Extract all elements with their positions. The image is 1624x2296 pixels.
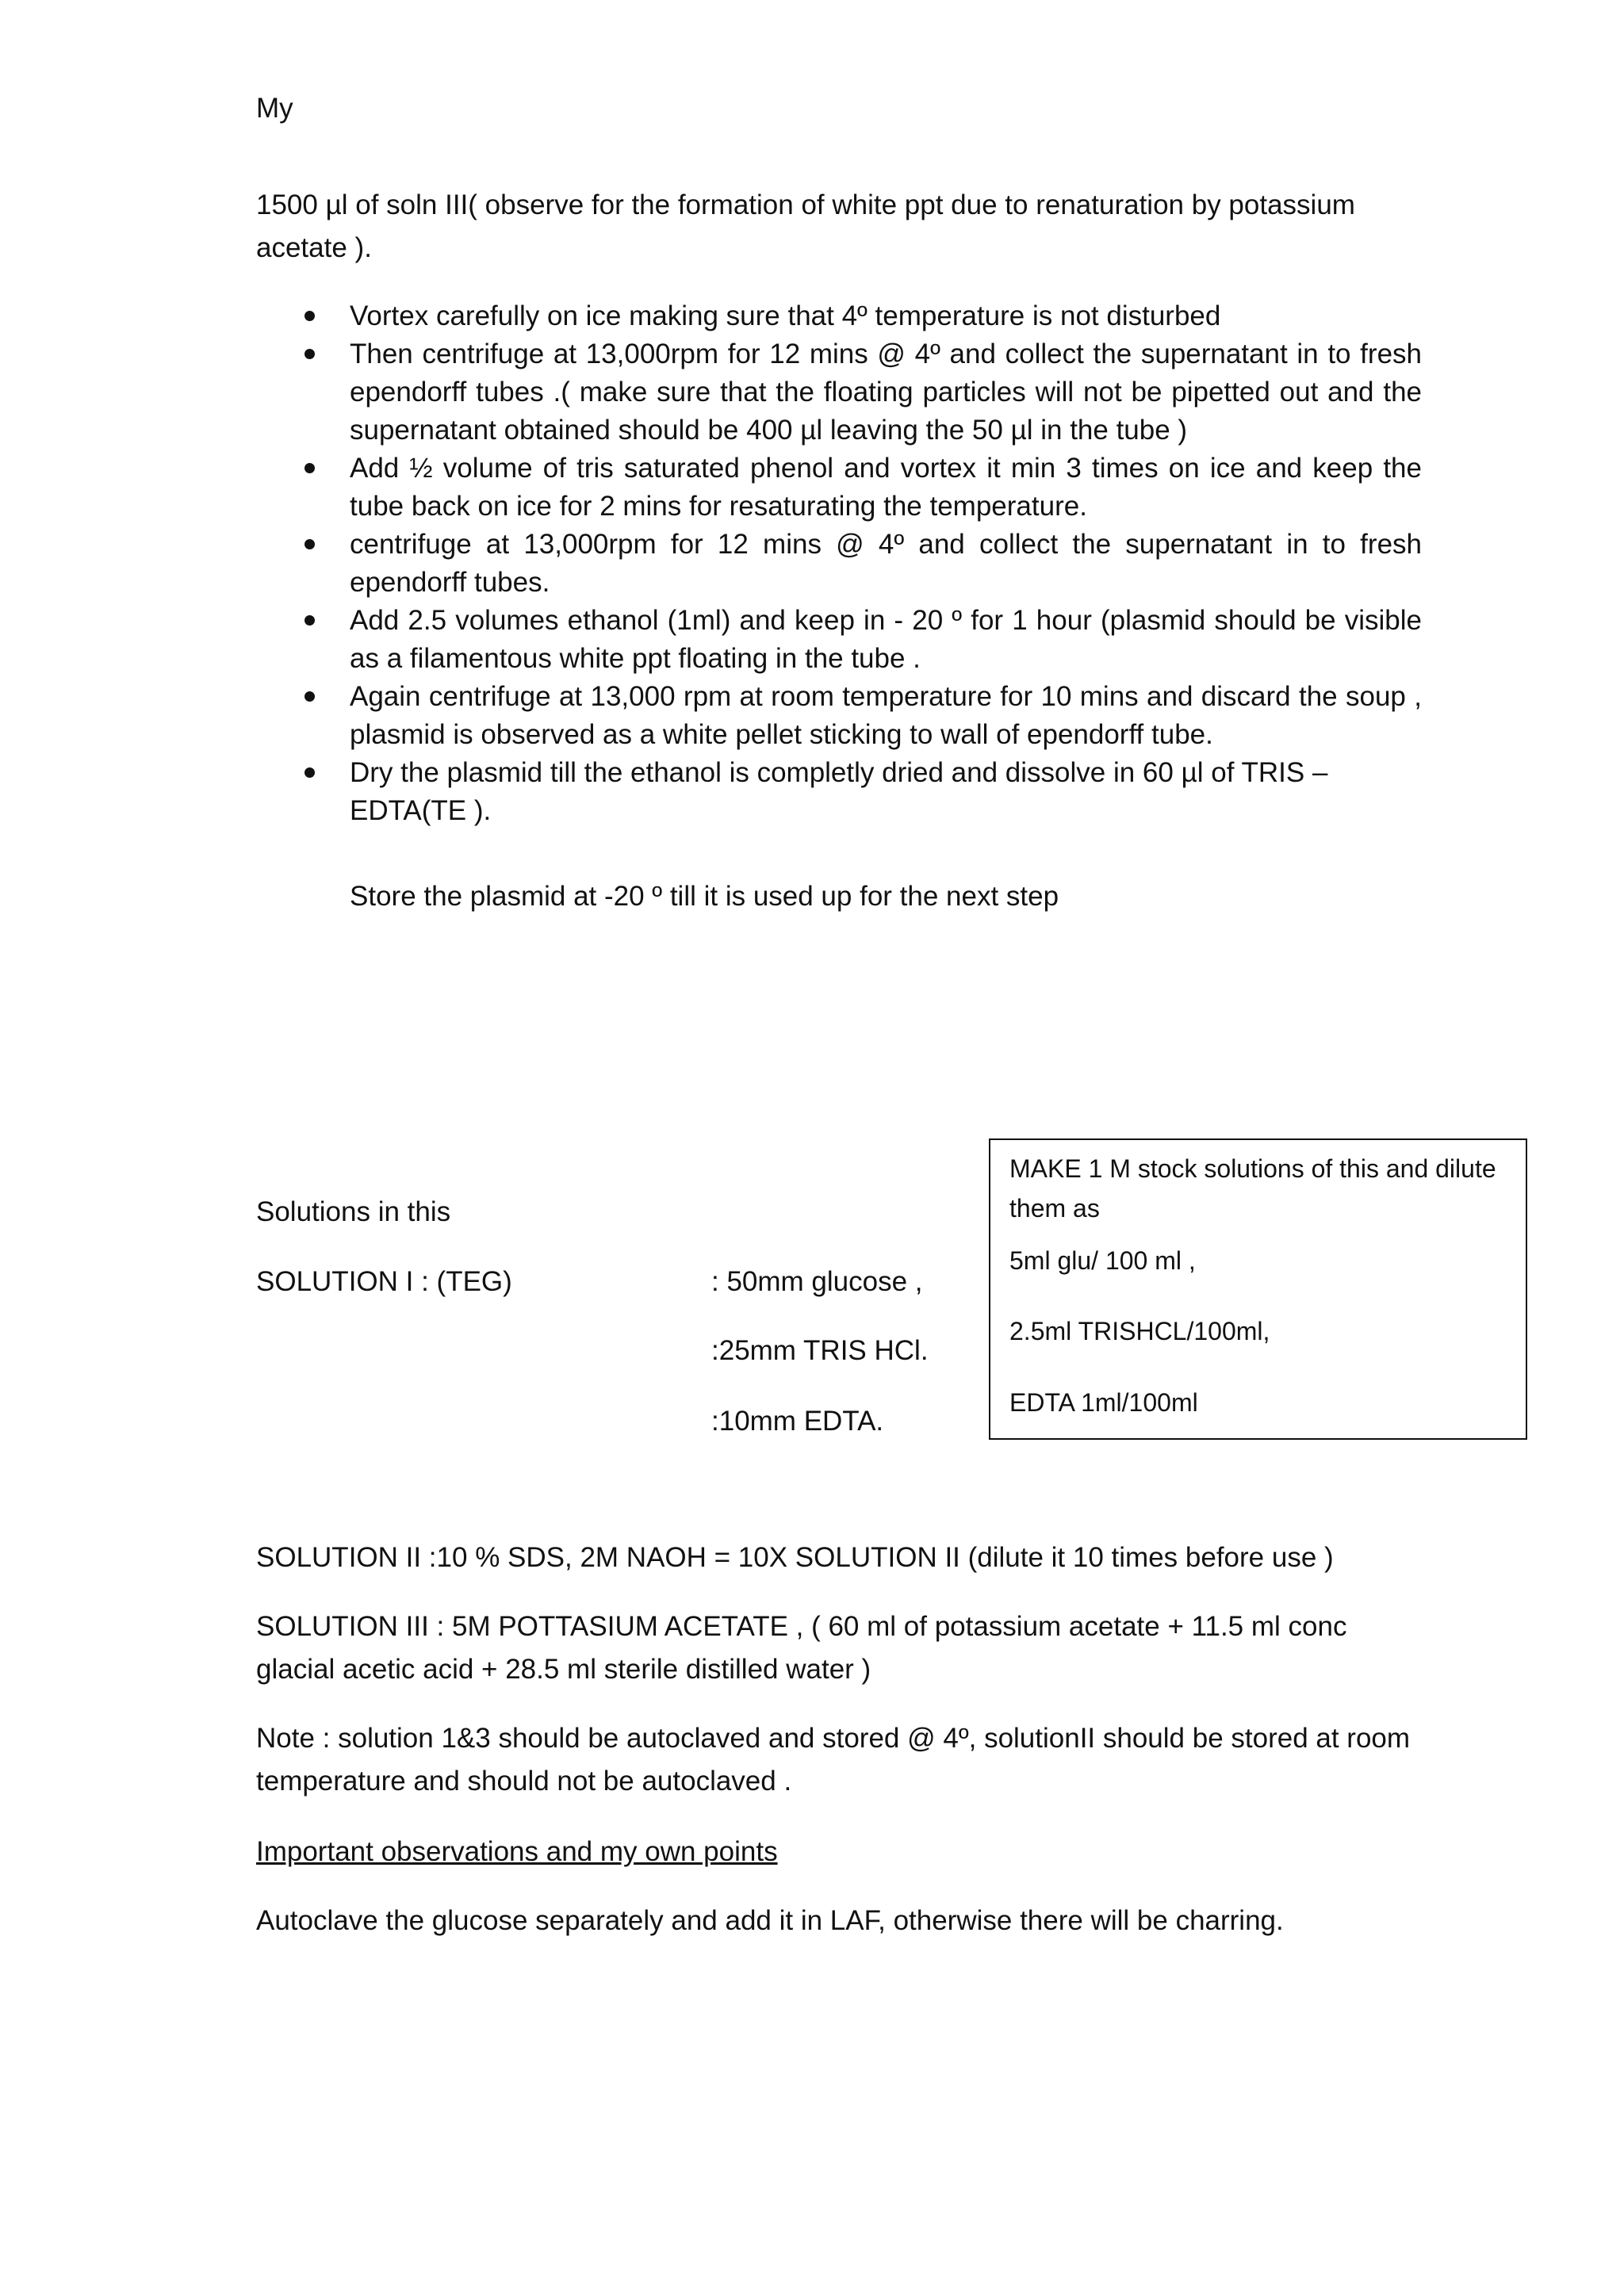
observations-paragraph: Autoclave the glucose separately and add it in LAF, otherwise there will be charring. xyxy=(256,1905,1284,1936)
stock-box-line: 5ml glu/ 100 ml , xyxy=(1009,1246,1196,1275)
stock-box-line: 2.5ml TRISHCL/100ml, xyxy=(1009,1317,1270,1345)
procedure-step: Then centrifuge at 13,000rpm for 12 mins @ 4º and collect the supernatant in to fresh ependorff tubes .( make sure that the floating particles will not be pipetted out and the supernatant obtained should be 400 µl leaving the 50 µl in the tube ) xyxy=(256,335,1422,450)
procedure-step: Vortex carefully on ice making sure that 4º temperature is not disturbed xyxy=(256,297,1422,335)
solution1-component: :10mm EDTA. xyxy=(711,1406,884,1437)
page-header-text: My xyxy=(256,93,293,124)
solution3-paragraph: SOLUTION III : 5M POTTASIUM ACETATE , ( 60 ml of potassium acetate + 11.5 ml conc glacial acetic acid + 28.5 ml sterile distilled water ) xyxy=(256,1611,1347,1685)
solution1-component: : 50mm glucose , xyxy=(711,1266,923,1297)
solutions-heading: Solutions in this xyxy=(256,1196,451,1227)
observations-heading: Important observations and my own points xyxy=(256,1836,778,1867)
storage-note: Store the plasmid at -20 º till it is used up for the next step xyxy=(350,881,1059,912)
procedure-step-list xyxy=(256,297,1422,830)
procedure-step: Add 2.5 volumes ethanol (1ml) and keep in - 20 º for 1 hour (plasmid should be visible as a filamentous white ppt floating in the tube . xyxy=(256,602,1422,678)
solution1-component: :25mm TRIS HCl. xyxy=(711,1335,929,1366)
procedure-step: Again centrifuge at 13,000 rpm at room temperature for 10 mins and discard the soup , plasmid is observed as a white pellet sticking to wall of ependorff tube. xyxy=(256,678,1422,754)
stock-box-heading: MAKE 1 M stock solutions of this and dilute them as xyxy=(1009,1154,1496,1223)
stock-box-line: EDTA 1ml/100ml xyxy=(1009,1388,1198,1417)
procedure-step: centrifuge at 13,000rpm for 12 mins @ 4º and collect the supernatant in to fresh ependorff tubes. xyxy=(256,526,1422,602)
stock-solution-box xyxy=(989,1138,1527,1440)
solution2-paragraph: SOLUTION II :10 % SDS, 2M NAOH = 10X SOLUTION II (dilute it 10 times before use ) xyxy=(256,1542,1334,1573)
procedure-step: Dry the plasmid till the ethanol is completly dried and dissolve in 60 µl of TRIS –EDTA(TE ). xyxy=(256,754,1422,830)
storage-note-paragraph: Note : solution 1&3 should be autoclaved and stored @ 4º, solutionII should be stored at room temperature and should not be autoclaved . xyxy=(256,1723,1411,1797)
procedure-step: Add ½ volume of tris saturated phenol and vortex it min 3 times on ice and keep the tube back on ice for 2 mins for resaturating the temperature. xyxy=(256,450,1422,526)
solution1-label: SOLUTION I : (TEG) xyxy=(256,1266,512,1297)
intro-paragraph: 1500 µl of soln III( observe for the formation of white ppt due to renaturation by potassium acetate ). xyxy=(256,189,1355,263)
